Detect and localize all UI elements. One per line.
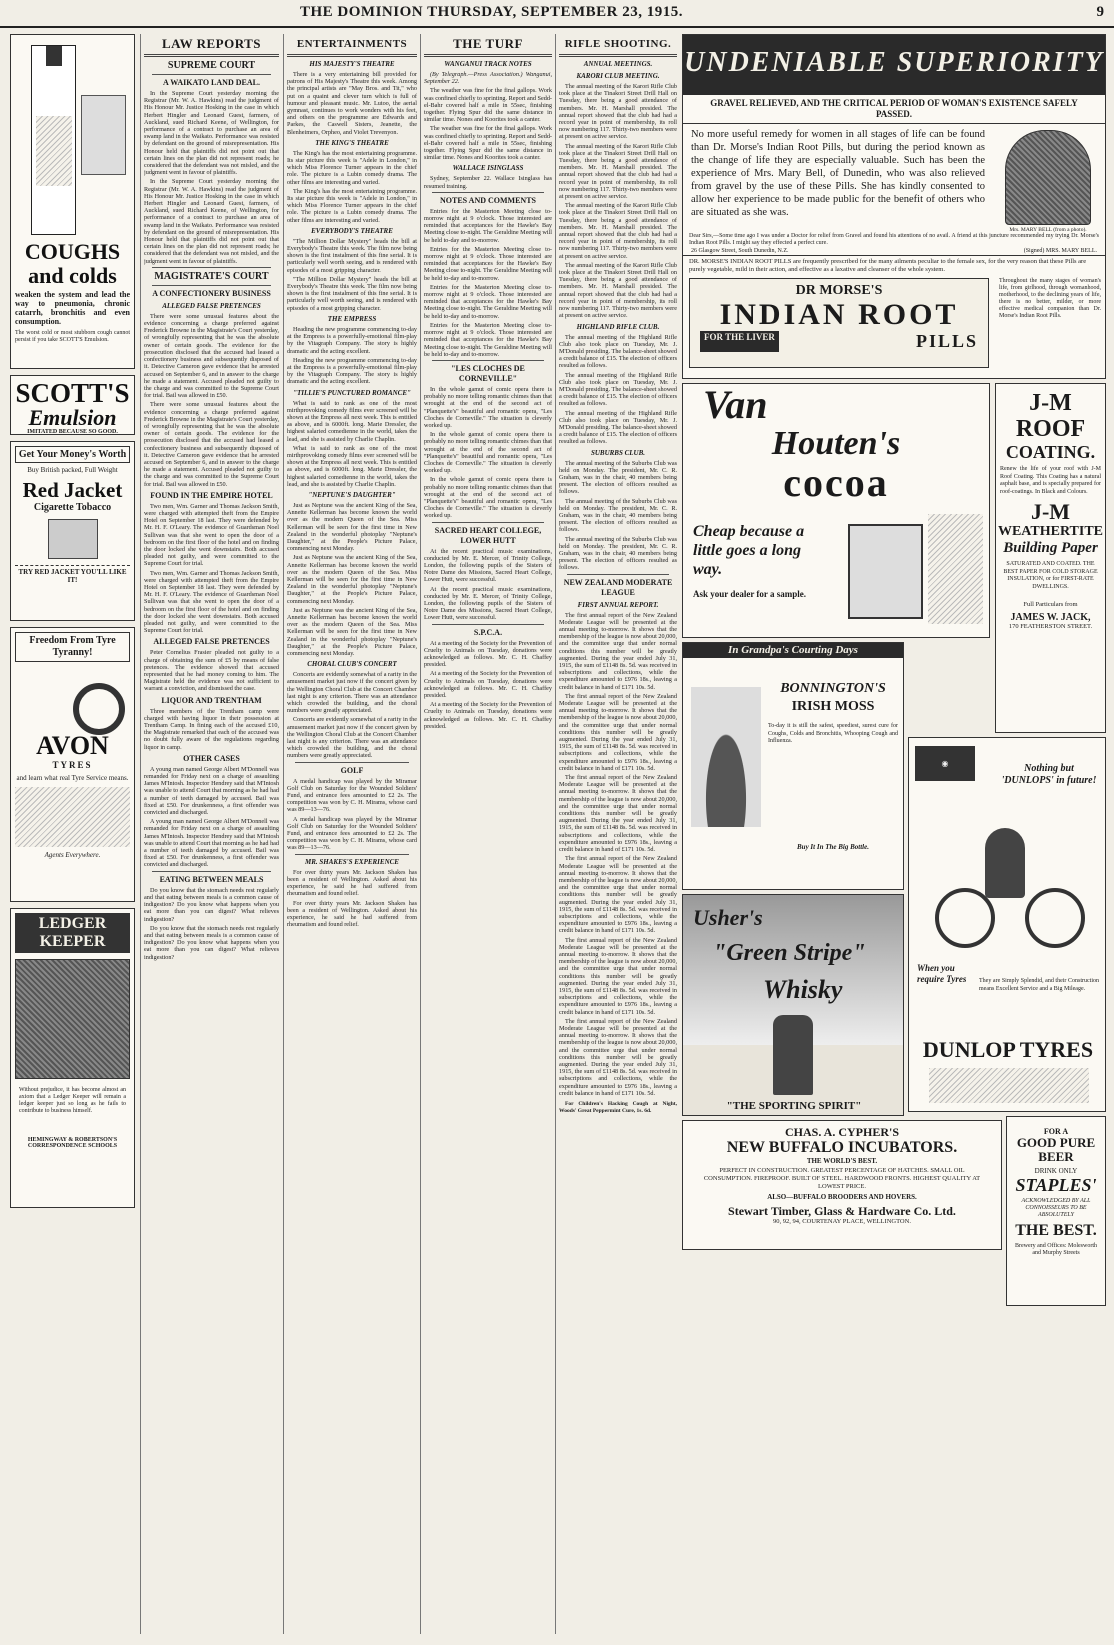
avon-brand: AVON [36,731,109,760]
subheading: S.P.C.A. [473,627,503,637]
coating-title: COATING. [1005,442,1096,462]
article-text: The annual meeting of the Highland Rifle Club also took place on Tuesday, Mr. J. M'Donald presiding. The balance-sheet showed a credit balance of £15. The election of officers resulted as follows. [559,333,677,370]
whisky-brand: Whisky [763,975,843,1004]
article-text: Entries for the Masterton Meeting close to-morrow night at 9 o'clock. Those interested are reminded that acceptances for the Hawke's Bay Meeting close to-night. The Geraldine Meeting will be held to-day and to-morrow. [424,245,552,282]
article-text: Concerts are evidently somewhat of a rarity in the amusement market just now if the concert given by the Wellington Choral Club at the Concert Chamber last night is any criterion. There was an attendance which crowded the building, and the choral numbers were greatly appreciated. [287,716,417,760]
article-text: At a meeting of the Society for the Prevention of Cruelty to Animals on Tuesday, donations were acknowledged as follows. Mr. C. H. Chaffey presided. [424,701,552,730]
article-text: There is a very entertaining bill provided for patrons of His Majesty's Theatre this week. Among the principal artists are "May Bros. and Tit," who put on a quaint and clever turn which is full of humour and pleasant music. Mr. Lutoo, the aerial gymnast, continues to work wonders with his feet, and others on the programme are Edwards and Parkes, the Caswell Sisters, Jeanette, the Blenheimers, Orpheo, and Violet Trevenyon. [287,71,417,136]
dunlop-require: When you require Tyres [917,963,967,984]
article-text: The weather was fine for the final gallops. Work was confined chiefly to sprinting. Report and Sedd-el-Bahr covered half a mile in 55sec, finishing together. Flying Spur did the same distance in similar time. Nones and Koorites took a canter. [424,125,552,162]
red-jacket-slogan: TRY RED JACKET YOU'LL LIKE IT! [15,565,130,584]
article-text: In the Supreme Court yesterday morning the Registrar (Mr. W. A. Hawkins) read the judgment of His Honour Mr. Justice Hosking in the case in which Herbert Hingler and Leonard Guest, farmers, of Auckland, sued Richard Keene, of Wellington, for performance of a contract to purchase an area of swamp land in the Waikato. Performance was resisted by defendant on the ground of misrepresentation. His Honour held that plaintiffs did not point out that certain lines on the plan did not represent roads; he considered that the defendant was not misled, and the judgment went in favour of plaintiffs. [144,178,279,265]
subheading: THE KING'S THEATRE [315,138,389,147]
article-text: The King's has the most entertaining programme. Its star picture this week is "Adele in London," in which Miss Florence Turner appears in the chief role. The picture is a Lubin comedy drama. The other films are interesting and varied. [287,187,417,224]
article-text: Just as Neptune was the ancient King of the Sea, Annette Kellerman has become known the world over as the modern Queen of the Sea. Miss Kellerman will be seen for the first time in New Zealand in the wonderful photoplay "Neptune's Daughter," at the People's Picture Palace, commencing next Monday. [287,606,417,658]
ushers-whisky-ad [682,894,904,1116]
incubators-title: NEW BUFFALO INCUBATORS. [726,1139,958,1156]
cocoa-sample: Ask your dealer for a sample. [693,589,807,599]
article-text: Concerts are evidently somewhat of a rarity in the amusement market just now if the concert given by the Wellington Choral Club at the Concert Chamber last night is any criterion. There was an attendance which crowded the building, and the choral numbers were greatly appreciated. [287,671,417,715]
article-text: A medal handicap was played by the Miramar Golf Club on Saturday for the Wounded Soldiers' Fund, and entrance fees amounted to £2 2s. The competition was won by C. H. Mirams, whose card was 89—13—76. [287,777,417,814]
subheading: ALLEGED FALSE PRETENCES [162,301,261,310]
roof-title: ROOF [1015,416,1086,442]
article-text: Entries for the Masterton Meeting close to-morrow night at 9 o'clock. Those interested are reminded that acceptances for the Hawke's Bay Meeting close to-night. The Geraldine Meeting will be held to-day and to-morrow. [424,207,552,244]
article-text: The annual meeting of the Highland Rifle Club also took place on Tuesday, Mr. J. M'Donald presiding. The balance-sheet showed a credit balance of £15. The election of officers resulted as follows. [559,371,677,408]
worlds-best: THE WORLD'S BEST. [806,1157,878,1165]
subheading: FIRST ANNUAL REPORT. [577,600,659,609]
masthead-rule [0,26,1114,28]
section-heading: LAW REPORTS [161,36,262,51]
page-number: 9 [1096,4,1104,20]
portrait-caption: Mrs. MARY BELL (from a photo). [1009,227,1087,233]
cyclist-illustration [915,818,1101,958]
hand-illustration [928,514,983,624]
green-stripe-brand: "Green Stripe" [713,940,866,966]
red-jacket-brand: Red Jacket [22,478,123,502]
drink-only: DRINK ONLY [1034,1167,1078,1175]
subheading: SUBURBS CLUB. [590,448,646,457]
article-text: The annual meeting of the Suburbs Club was held on Monday. The president, Mr. C. R. Graham, was in the chair, 40 members being present. The election of officers resulted as follows. [559,497,677,534]
subheading: FOUND IN THE EMPIRE HOTEL [150,490,273,500]
jack-address: 170 FEATHERSTON STREET. [1008,623,1093,630]
bonnington-text: To-day it is still the safest, speediest, surest cure for Coughs, Colds and Bronchitis, Whooping Cough and Influenza. [768,723,898,744]
tyre-illustration [73,683,125,735]
article-text: The annual meeting of the Karori Rifle Club took place at the Tinakori Street Drill Hall on Tuesday, there being a good attendance of members. Mr. H. Marshall presided. The annual report showed that the club had had a record year in point of membership, its roll now numbering 117. Thirty-two members were at present on active service. [559,142,677,201]
article-text: There were some unusual features about the evidence concerning a charge preferred against Frederick Browne in the Magistrate's Court yesterday, of wrongfully representing that he was the absolute owner of certain goods. The evidence for the prosecution disclosed that the accused had leased a confectionery business and subsequently disposed of it. Detective Cameron gave evidence that he arrested accused on September 6, and in answer to the charge he made a statement. Accused pleaded not guilty to the charge and was committed to the Supreme Court for trial. Bail was allowed in £50. [144,401,279,488]
red-jacket-ad [10,441,135,621]
liver-label: FOR THE LIVER [700,331,779,352]
subheading: HIS MAJESTY'S THEATRE [309,60,395,68]
law-reports-column [144,34,279,1634]
subheading: A WAIKATO LAND DEAL. [163,78,260,87]
subheading: WALLACE ISINGLASS [452,164,524,173]
cocoa-brand: cocoa [783,460,889,505]
article-text: Heading the new programme commencing to-day at the Empress is a powerfully-emotional film-play by the Vitagraph Company. The story is highly dramatic and the acting excellent. [287,325,417,355]
article-text: A medal handicap was played by the Miramar Golf Club on Saturday for the Wounded Soldiers' Fund, and entrance fees amounted to £2 2s. The competition was won by C. H. Mirams, whose card was 89—13—76. [287,815,417,852]
cypher-incubators-ad [682,1120,1002,1250]
article-text: Heading the new programme commencing to-day at the Empress is a powerfully-emotional film-play by the Vitagraph Company. The story is highly dramatic and the acting excellent. [287,356,417,386]
masthead-title: THE DOMINION THURSDAY, SEPTEMBER 23, 1915. [300,4,684,20]
building-paper-title: Building Paper [1003,540,1098,556]
article-text: The annual meeting of the Suburbs Club was held on Monday. The president, Mr. C. R. Graham, was in the chair, 40 members being present. The election of officers resulted as follows. [559,459,677,496]
jack-name: JAMES W. JACK, [1010,612,1091,623]
left-ad-column [10,34,135,1634]
article-text: "The Million Dollar Mystery" heads the bill at Everybody's Theatre this week. The film now being shown is the first instalment of this fine serial. It is particularly well worth seeing, and is rendered with episodes of a most gripping character. [287,237,417,274]
column-rule [283,34,284,1634]
subheading: KARORI CLUB MEETING. [576,72,660,80]
morse-letter: Dear Sirs,—Some time ago I was under a Doctor for relief from Gravel and found his attentions of no avail. A friend at this juncture recommended my trying Dr. Morse's Indian Root Pills. I might say they effected a perfect cure. [689,233,1099,246]
article-text: In the whole gamut of comic opera there is probably no more telling romantic chimes than that wrought at the end of the second act of "Planquette's" beautiful and romantic opera, "Les Cloches de Corneville." The situation is cleverly worked up. [424,431,552,475]
subheading: "NEPTUNE'S DAUGHTER" [308,490,396,499]
subheading: "LES CLOCHES DE CORNEVILLE" [451,363,525,383]
article-text: The weather was fine for the final gallops. Work was confined chiefly to sprinting. Report and Sedd-el-Bahr covered half a mile in 55sec, finishing together. Flying Spur did the same distance in similar time. Nones and Koorites took a canter. [424,87,552,124]
houtens-brand: Houten's [771,425,901,462]
article-text: The annual meeting of the Suburbs Club was held on Monday. The president, Mr. C. R. Graham, was in the chair, 40 members being present. The election of officers resulted as follows. [559,535,677,572]
weathertite-title: WEATHERTITE [997,524,1104,539]
column-rule [420,34,421,1634]
article-text: Just as Neptune was the ancient King of the Sea, Annette Kellerman has become known the world over as the modern Queen of the Sea. Miss Kellerman will be seen for the first time in New Zealand in the wonderful photoplay "Neptune's Daughter," at the People's Picture Palace, commencing next Monday. [287,501,417,553]
morse-banner: UNDENIABLE SUPERIORITY [683,35,1105,95]
subheading: CHORAL CLUB'S CONCERT [307,660,397,669]
avon-agents: Agents Everywhere. [44,851,101,859]
article-text: The first annual report of the New Zealand Moderate League will be presented at the annual meeting to-morrow. It shows that the membership of the league is now about 20,000, and the committee urge that under normal conditions this number will be greatly augmented. During the year ended July 31, 1915, the sum of £1148 8s. 5d. was received in subscriptions and collections, while the expenditure amounted to £976 18s., leaving a credit balance in hand of £171 10s. 5d. [559,1017,677,1097]
fisherman-illustration [81,95,126,175]
column-rule [555,34,556,1634]
article-text: At a meeting of the Society for the Prevention of Cruelty to Animals on Tuesday, donations were acknowledged as follows. Mr. C. H. Chaffey presided. [424,639,552,669]
roof-text: Renew the life of your roof with J-M Roof Coating. This Coating has a natural asphalt base, and is specially prepared for roof-coatings. In Black and Colours. [1000,466,1101,495]
clerk-illustration [15,959,130,1079]
dunlop-text: They are Simply Splendid, and their Construction means Excellent Service and a Big Mileage. [979,978,1099,992]
subheading: GOLF [340,765,364,775]
tobacco-tin-illustration [48,519,98,559]
lady-illustration [691,687,761,827]
cypher-name: CHAS. A. CYPHER'S [784,1125,900,1139]
dunlop-ad [908,737,1106,1112]
jm-logo-2: J-M [1030,499,1071,524]
article-text: Three members of the Trentham camp were charged with having liquor in their possession at Trentham Camp. In fining each of the accused £10, the Magistrate remarked that each of the accused was no doubt fully aware of the regulations regarding liquor in camp. [144,707,279,751]
subheading: OTHER CASES [183,753,240,763]
sporting-spirit-slogan: "THE SPORTING SPIRIT" [726,1100,862,1112]
subheading: "TILLIE'S PUNCTURED ROMANCE" [293,388,411,397]
the-best-line: THE BEST. [1015,1222,1097,1239]
article-text: The first annual report of the New Zealand Moderate League will be presented at the annual meeting to-morrow. It shows that the membership of the league is now about 20,000, and the committee urge that under normal conditions this number will be greatly augmented. During the year ended July 31, 1915, the sum of £1148 8s. 5d. was received in subscriptions and collections, while the expenditure amounted to £976 18s., leaving a credit balance in hand of £171 10s. 5d. [559,936,677,1016]
article-text: The annual meeting of the Karori Rifle Club took place at the Tinakori Street Drill Hall on Tuesday, there being a good attendance of members. Mr. H. Marshall presided. The annual report showed that the club had had a record year in point of membership, its roll now numbering 117. Thirty-two members were at present on active service. [559,202,677,260]
ledger-keeper-text: Without prejudice, it has become almost an axiom that a Ledger Keeper will remain a ledger keeper just so long as he fails to contribute to business himself. [19,1087,126,1114]
subheading: A CONFECTIONERY BUSINESS [152,288,271,298]
subheading: WANGANUI TRACK NOTES [444,60,532,68]
coughs-body: weaken the system and lead the way to pneumonia, chronic catarrh, bronchitis and even consumption. [15,290,130,326]
bonnington-brand: BONNINGTON'S [780,681,886,696]
article-text: Peter Cornelius Frasier pleaded not guilty to a charge of obtaining the sum of £5 by means of false pretences. The evidence showed that accused represented that he had money coming to him. The Magistrate held the evidence was not sufficient to warrant a conviction, and dismissed the case. [144,649,279,693]
ledger-keeper-ad [10,908,135,1208]
article-text: A young man named George Albert M'Donnell was remanded for Friday next on a charge of assaulting James M'Intosh. Inspector Hendrey said that M'Intosh was unable to attend Court that morning as he had had a number of teeth damaged by accused. Bail was fixed at £50. For drunkenness, a first offender was convicted and discharged. [144,818,279,869]
avon-tagline: and learn what real Tyre Service means. [16,774,129,782]
grandpa-headline: In Grandpa's Courting Days [683,643,903,658]
subheading: SACRED HEART COLLEGE, LOWER HUTT [434,525,542,545]
emulsion-brand: Emulsion [28,405,117,430]
subheading: ANNUAL MEETINGS. [583,60,653,68]
turf-column [424,34,552,1634]
article-text: The annual meeting of the Karori Rifle Club took place at the Tinakori Street Drill Hall on Tuesday, there being a good attendance of members. Mr. H. Marshall presided. The annual report showed that the club had had a record year in point of membership, its roll now numbering 117. Thirty-two members were at present on active service. [559,83,677,141]
article-text: Just as Neptune was the ancient King of the Sea, Annette Kellerman has become known the world over as the modern Queen of the Sea. Miss Kellerman will be seen for the first time in New Zealand in the wonderful photoplay "Neptune's Daughter," at the People's Picture Palace, commencing next Monday. [287,554,417,605]
article-text: At the recent practical music examinations, conducted by Mr. E. Mercer, of Trinity College, London, the following pupils of the Sisters of Notre Dame des Missions, Sacred Heart College, Lower Hutt, were successful. [424,585,552,622]
article-text: For over thirty years Mr. Jackson Shakes has been a resident of Wellington. Asked about his experience, he said he had suffered from rheumatism and found relief. [287,868,417,898]
morse-headline: GRAVEL RELIEVED, AND THE CRITICAL PERIOD OF WOMAN'S EXISTENCE SAFELY PASSED. [683,95,1105,124]
subheading: THE EMPRESS [327,314,377,323]
morse-notice: DR. MORSE'S INDIAN ROOT PILLS are frequently prescribed for the many ailments peculiar to the female sex, for the very reason that these Pills are purely vegetable, mild in their action, and effective as a laxative and cleanser of the whole system. [683,255,1105,276]
stewart-timber-name: Stewart Timber, Glass & Hardware Co. Ltd. [728,1204,956,1218]
full-weight-line: Buy British packed, Full Weight [27,466,118,474]
article-text: Do you know that the stomach needs rest regularly and that eating between meals is a common cause of indigestion? Do you know what happens when you eat more than you can digest? What relieves indigestion? [144,886,279,923]
coughs-headline: COUGHS [24,239,121,264]
coughs-ad [10,34,135,369]
subheading: HIGHLAND RIFLE CLUB. [576,322,660,331]
cocoa-tin-illustration [848,524,923,619]
brooders-line: ALSO—BUFFALO BROODERS AND HOVERS. [767,1193,917,1201]
article-text: The King's has the most entertaining programme. Its star picture this week is "Adele in London," in which Miss Florence Turner appears in the chief role. The picture is a Lubin comedy drama. The other films are interesting and varied. [287,149,417,186]
morse-signature: (Signed) MRS. MARY BELL. [1023,248,1097,254]
colds-headline: and colds [28,263,117,288]
article-text: In the whole gamut of comic opera there is probably no more telling romantic chimes than that wrought at the end of the second act of "Planquette's" beautiful and romantic opera, "Les Cloches de Corneville." The situation is cleverly worked up. [424,385,552,429]
for-a-line: FOR A [1043,1127,1069,1136]
morse-pill-box [689,278,989,368]
morse-pills-ad [682,34,1106,379]
article-text: What is said to rank as one of the most mirthprovoking comedy films ever screened will be shown at the Empress all next week. This is entitled as above, and is 6000ft. long. Marie Dressler, the highest salaried comedienne in the world, takes the lead, and she is assisted by Charlie Chaplin. [287,399,417,443]
subheading: ALLEGED FALSE PRETENCES [153,637,270,647]
column-rule [140,34,141,1634]
dunlop-logo-icon: ◉ [915,746,975,781]
coughs-text: The worst cold or most stubborn cough cannot persist if you take SCOTT'S Emulsion. [15,330,130,343]
rifle-shooting-column [559,34,677,1634]
morse-body: No more useful remedy for women in all stages of life can be found than Dr. Morse's Indian Root Pills, but during the period known as the change of life they are especially valuable. Such has been the experience of Mrs. Mary Bell, of Dunedin, who was also relieved from gravel by the use of these Pills. She has kindly consented to allow her experience to be made public for the benefit of others who are situated as she was. [691,129,985,218]
bonnington-bottle-line: Buy It In The Big Bottle. [797,843,869,851]
morse-brand-product: INDIAN ROOT [719,298,959,331]
dunlop-brand: DUNLOP TYRES [922,1037,1094,1062]
subheading: NOTES AND COMMENTS [439,195,536,205]
jm-logo: J-M [1029,390,1072,416]
article-text: Entries for the Masterton Meeting close to-morrow night at 9 o'clock. Those interested are reminded that acceptances for the Hawke's Bay Meeting close to-night. The Geraldine Meeting will be held to-day and to-morrow. [424,283,552,320]
morse-side-text: Throughout the many stages of woman's life, from girlhood, through womanhood, motherhood, to the declining years of life, there is no better, milder, or more effective medical companion than Dr. Morse's Indian Root Pills. [999,278,1101,319]
article-text: The first annual report of the New Zealand Moderate League will be presented at the annual meeting to-morrow. It shows that the membership of the league is now about 20,000, and the committee urge that under normal conditions this number will be greatly augmented. During the year ended July 31, 1915, the sum of £1148 8s. 5d. was received in subscriptions and collections, while the expenditure amounted to £976 18s., leaving a credit balance in hand of £171 10s. 5d. [559,774,677,854]
article-text: Two men, Wm. Garner and Thomas Jackson Smith, were charged with attempted theft from the Empire Hotel on September 18 last. They were defended by Mr. H. F. O'Leary. The evidence of Guardsman Noel Sullivan was that she went to open the door of a bedroom on the first floor of the hotel and on finding the door locked she went downstairs. Both accused pleaded not guilty, and were committed to the Supreme Court for trial. [144,569,279,635]
bottle-illustration [31,45,76,235]
stewart-timber-address: 90, 92, 94, COURTENAY PLACE, WELLINGTON. [773,1218,911,1225]
masthead [0,0,1114,28]
subheading: NEW ZEALAND MODERATE LEAGUE [563,577,673,597]
article-text: Sydney, September 22. Wallace Isinglass has resumed training. [424,175,552,190]
ushers-brand: Usher's [693,905,763,930]
article-text: "The Million Dollar Mystery" heads the bill at Everybody's Theatre this week. The film now being shown is the first instalment of this fine serial. It is particularly well worth seeing, and is rendered with episodes of a most gripping character. [287,275,417,312]
article-text: Two men, Wm. Garner and Thomas Jackson Smith, were charged with attempted theft from the Empire Hotel on September 18 last. They were defended by Mr. H. F. O'Leary. The evidence of Guardsman Noel Sullivan was that she went to open the door of a bedroom on the first floor of the hotel and on finding the door locked she went downstairs. Both accused pleaded not guilty, and were committed to the Supreme Court for trial. [144,502,279,568]
article-text: Entries for the Masterton Meeting close to-morrow night at 9 o'clock. Those interested are reminded that acceptances for the Hawke's Bay Meeting close to-night. The Geraldine Meeting will be held to-day and to-morrow. [424,321,552,358]
article-text: At the recent practical music examinations, conducted by Mr. E. Mercer, of Trinity College, London, the following pupils of the Sisters of Notre Dame des Missions, Sacred Heart College, Lower Hutt, were successful. [424,547,552,584]
brewery-address: Brewery and Offices: Molesworth and Murphy Streets [1014,1243,1098,1256]
subheading: MR. SHAKES'S EXPERIENCE [305,857,399,866]
van-houten-ad [682,383,990,638]
article-text: In the whole gamut of comic opera there is probably no more telling romantic chimes than that wrought at the end of the second act of "Planquette's" beautiful and romantic opera, "Les Cloches de Corneville." The situation is cleverly worked up. [424,476,552,520]
section-heading: RIFLE SHOOTING. [564,38,672,50]
article-text: For over thirty years Mr. Jackson Shakes has been a resident of Wellington. Asked about his experience, he said he had suffered from rheumatism and found relief. [287,899,417,929]
pills-label: PILLS [915,331,978,351]
scotts-tagline: IMITATED BECAUSE SO GOOD. [27,429,118,435]
subheading: SUPREME COURT [167,60,256,71]
ledger-keeper-footer: HEMINGWAY & ROBERTSON'S CORRESPONDENCE SCHOOLS [27,1137,118,1149]
section-heading: ENTERTAINMENTS [296,38,408,50]
bonnington-ad [682,642,904,890]
cocoa-slogan: Cheap because a little goes a long way. [693,523,805,578]
dateline: (By Telegraph.—Press Association.) Wanganui, September 22. [424,71,552,86]
article-text: At a meeting of the Society for the Prevention of Cruelty to Animals on Tuesday, donations were acknowledged as follows. Mr. C. H. Chaffey presided. [424,670,552,700]
avon-tyres-label: TYRES [52,760,93,770]
van-brand: Van [703,383,768,427]
particulars-text: Full Particulars from [1023,601,1078,608]
footer-note: For Children's Hacking Cough at Night, Woods' Great Peppermint Cure, 1s. 6d. [559,1101,677,1115]
morse-address: 26 Glasgow Street, South Dunedin, N.Z. [691,248,789,254]
cypher-text: PERFECT IN CONSTRUCTION. GREATEST PERCENTAGE OF HATCHES. SMALL OIL CONSUMPTION. FIREPROOF. BUILT OF STEEL. HARDWOOD FRONTS. HIGHEST QUALITY AT LOWEST PRICE. [703,1167,981,1190]
ledger-keeper-headline: LEDGER KEEPER [15,913,130,953]
article-text: Do you know that the stomach needs rest regularly and that eating between meals is a common cause of indigestion? Do you know what happens when you eat more than you can digest? What relieves indigestion? [144,924,279,961]
morse-brand-name: DR MORSE'S [795,283,883,298]
entertainments-column [287,34,417,1634]
article-text: The annual meeting of the Karori Rifle Club took place at the Tinakori Street Drill Hall on Tuesday, there being a good attendance of members. Mr. H. Marshall presided. The annual report showed that the club had had a record year in point of membership, its roll now numbering 117. Thirty-two members were at present on active service. [559,261,677,320]
subheading: MAGISTRATE'S COURT [154,270,269,282]
article-text: The first annual report of the New Zealand Moderate League will be presented at the annual meeting to-morrow. It shows that the membership of the league is now about 20,000, and the committee urge that under normal conditions this number will be greatly augmented. During the year ended July 31, 1915, the sum of £1148 8s. 5d. was received in subscriptions and collections, while the expenditure amounted to £976 18s., leaving a credit balance in hand of £171 10s. 5d. [559,692,677,772]
dunlop-headline: Nothing but 'DUNLOPS' in future! [1001,763,1097,786]
article-text: There were some unusual features about the evidence concerning a charge preferred against Frederick Browne in the Magistrate's Court yesterday, of wrongfully representing that he was the absolute owner of certain goods. The evidence for the prosecution disclosed that the accused had leased a confectionery business and subsequently disposed of it. Detective Cameron gave evidence that he arrested accused on September 6, and in answer to the charge he made a statement. Accused pleaded not guilty to the charge and was committed to the Supreme Court for trial. Bail was allowed in £50. [144,312,279,400]
money-headline: Get Your Money's Worth [15,446,130,463]
article-text: The annual meeting of the Highland Rifle Club also took place on Tuesday, Mr. J. M'Donald presiding. The balance-sheet showed a credit balance of £15. The election of officers resulted as follows. [559,409,677,446]
section-heading: THE TURF [453,36,523,51]
article-text: In the Supreme Court yesterday morning the Registrar (Mr. W. A. Hawkins) read the judgment of His Honour Mr. Justice Hosking in the case in which Herbert Hingler and Leonard Guest, farmers, of Auckland, sued Richard Keene, of Wellington, for performance of a contract to purchase an area of swamp land in the Waikato. Performance was resisted by defendant on the ground of misrepresentation. His Honour held that plaintiffs did not point out that certain lines on the plan did not represent roads; he considered that the defendant was not misled, and the judgment went in favour of plaintiffs. [144,90,279,177]
jm-roof-ad [995,383,1106,733]
cigarette-tobacco-label: Cigarette Tobacco [33,502,112,513]
subheading: EVERYBODY'S THEATRE [311,226,393,235]
connoisseurs-line: ACKNOWLEDGED BY ALL CONNOISSEURS TO BE ABSOLUTELY [1021,1198,1091,1218]
staples-brand: STAPLES' [1015,1175,1097,1195]
article-text: A young man named George Albert M'Donnell was remanded for Friday next on a charge of assaulting James M'Intosh. Inspector Hendrey said that M'Intosh was unable to attend Court that morning as he had had a number of teeth damaged by accused. Bail was fixed at £50. For drunkenness, a first offender was convicted and discharged. [144,765,279,817]
article-text: The first annual report of the New Zealand Moderate League will be presented at the annual meeting to-morrow. It shows that the membership of the league is now about 20,000, and the committee urge that under normal conditions this number will be greatly augmented. During the year ended July 31, 1915, the sum of £1148 8s. 5d. was received in subscriptions and collections, while the expenditure amounted to £976 18s., leaving a credit balance in hand of £171 10s. 5d. [559,611,677,691]
avon-tyres-ad [10,627,135,902]
article-text: The first annual report of the New Zealand Moderate League will be presented at the annual meeting to-morrow. It shows that the membership of the league is now about 20,000, and the committee urge that under normal conditions this number will be greatly augmented. During the year ended July 31, 1915, the sum of £1148 8s. 5d. was received in subscriptions and collections, while the expenditure amounted to £976 18s., leaving a credit balance in hand of £171 10s. 5d. [559,855,677,935]
scotts-brand: SCOTT'S [15,378,130,408]
irish-moss-brand: IRISH MOSS [791,699,875,714]
paper-text: SATURATED AND COATED. THE BEST PAPER FOR COLD STORAGE INSULATION, or for FIRST-RATE DWELLINGS. [1003,561,1098,590]
mary-bell-portrait [1005,130,1091,225]
staples-beer-ad [1006,1116,1106,1306]
subheading: EATING BETWEEN MEALS [159,874,264,884]
scotts-ad [10,375,135,435]
avon-headline: Freedom From Tyre Tyranny! [15,632,130,662]
subheading: LIQUOR AND TRENTHAM [161,695,262,705]
whisky-bottle-illustration [773,1015,813,1095]
good-pure-beer: GOOD PURE BEER [1016,1135,1096,1164]
article-text: What is said to rank as one of the most mirthprovoking comedy films ever screened will be shown at the Empress all next week. This is entitled as above, and is 6000ft. long. Marie Dressler, the highest salaried comedienne in the world, takes the lead, and she is assisted by Charlie Chaplin. [287,444,417,488]
